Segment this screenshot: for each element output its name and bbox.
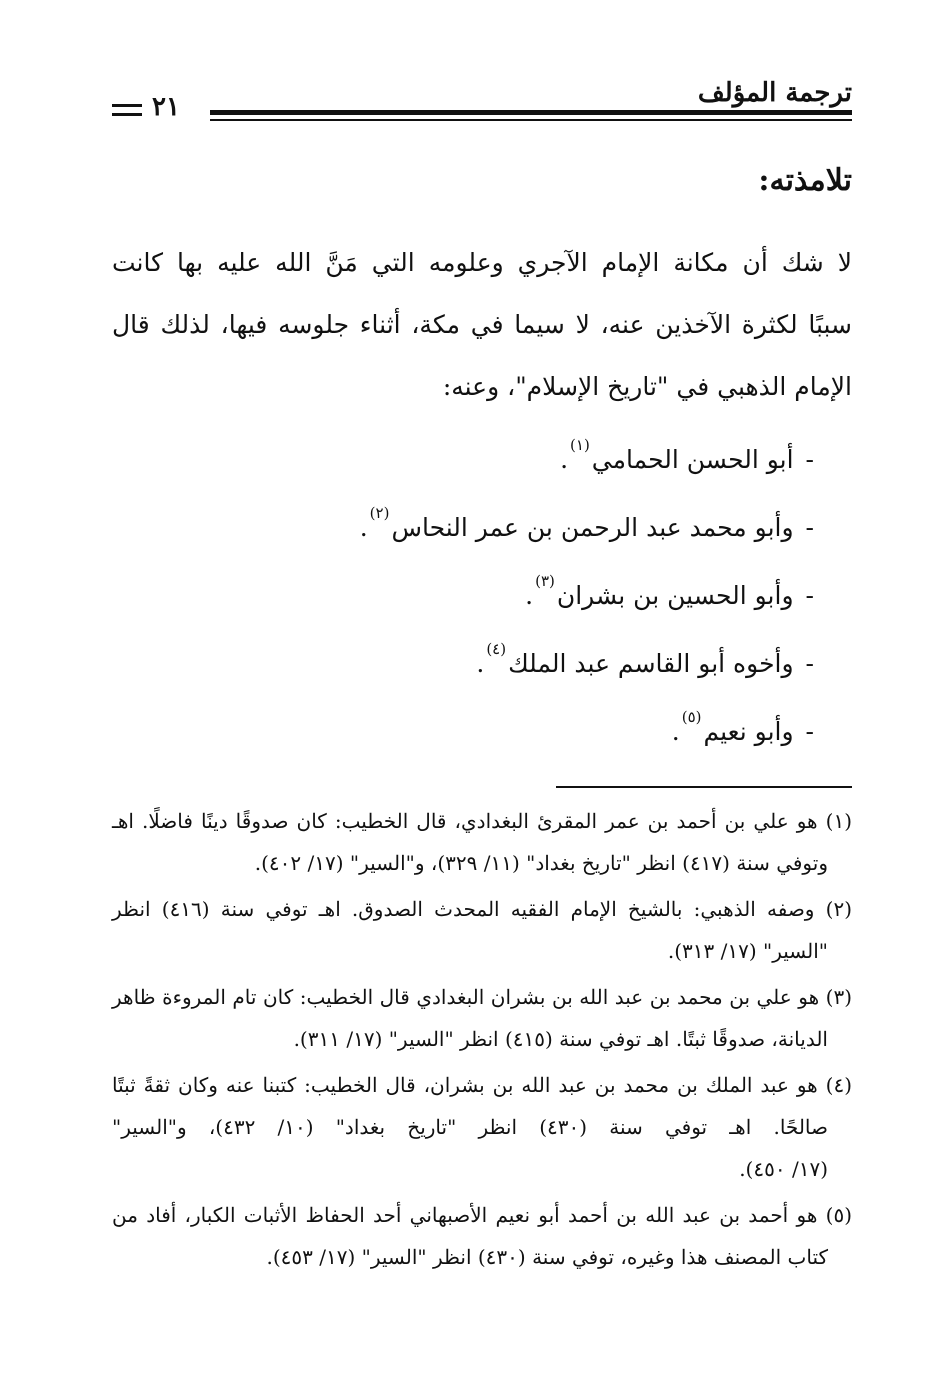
header-rule-thin [210, 119, 852, 121]
footnote-line: وتوفي سنة (٤١٧) انظر "تاريخ بغداد" (١١/ ٣٢٩)، و"السير" (١٧/ ٤٠٢). [254, 851, 828, 875]
student-name: أبو الحسن الحمامي [591, 445, 794, 474]
footnote-ref: (٤) [486, 640, 507, 658]
footnote-line: صالحًا. اهـ توفي سنة (٤٣٠) انظر "تاريخ بغداد" (١٠/ ٤٣٢)، و"السير" [112, 1115, 828, 1139]
footnote-ref: (٢) [369, 504, 390, 522]
list-item [360, 556, 814, 624]
footnote-line: (٥) هو أحمد بن عبد الله بن أحمد أبو نعيم الأصبهاني أحد الحفاظ الأثبات الكبار، أفاد من [112, 1203, 852, 1227]
footnote-line: "السير" (١٧/ ٣١٣). [667, 939, 828, 963]
list-item [360, 488, 814, 556]
footnote-line: (١) هو علي بن أحمد بن عمر المقرئ البغدادي، قال الخطيب: كان صدوقًا دينًا فاضلًا. اهـ [112, 809, 853, 833]
body-line: الإمام الذهبي في "تاريخ الإسلام"، وعنه: [442, 372, 852, 401]
page-number-ornament [112, 104, 142, 116]
footnote-5 [112, 1194, 852, 1278]
footnote-2 [112, 888, 852, 972]
footnote-4 [112, 1064, 852, 1190]
footnote-3 [112, 976, 852, 1060]
list-end-dot: . [560, 445, 569, 474]
list-end-dot: . [671, 717, 680, 746]
footnote-line: (٣) هو علي بن محمد بن عبد الله بن بشران البغدادي قال الخطيب: كان تام المروءة ظاهر [112, 985, 852, 1009]
list-dash: - [805, 581, 814, 610]
section-heading: تلامذته: [758, 163, 852, 198]
list-dash: - [805, 649, 814, 678]
body-line: سببًا لكثرة الآخذين عنه، لا سيما في مكة، أثناء جلوسه فيها، لذلك قال [112, 310, 852, 339]
list-item [360, 692, 814, 760]
students-list [360, 420, 814, 760]
student-name: وأخوه أبو القاسم عبد الملك [508, 649, 794, 678]
footnote-ref: (٥) [681, 708, 702, 726]
list-end-dot: . [476, 649, 485, 678]
footnote-ref: (١) [570, 436, 590, 454]
header-rule-thick [210, 110, 852, 115]
list-dash: - [805, 445, 814, 474]
list-end-dot: . [359, 513, 368, 542]
footnote-ref: (٣) [535, 572, 555, 590]
list-item [360, 624, 814, 692]
footnote-line: (٤) هو عبد الملك بن محمد بن عبد الله بن بشران، قال الخطيب: كتبنا عنه وكان ثقةً ثبتًا [112, 1073, 852, 1097]
list-dash: - [805, 513, 814, 542]
body-line: لا شك أن مكانة الإمام الآجري وعلومه التي مَنَّ الله عليه بها كانت [112, 248, 852, 277]
body-paragraph [112, 232, 852, 418]
student-name: وأبو نعيم [703, 717, 794, 746]
footnote-line: كتاب المصنف هذا وغيره، توفي سنة (٤٣٠) انظر "السير" (١٧/ ٤٥٣). [266, 1245, 828, 1269]
list-end-dot: . [525, 581, 534, 610]
page-number: ٢١ [152, 92, 180, 122]
running-header-title: ترجمة المؤلف [697, 78, 852, 108]
student-name: وأبو الحسين بن بشران [556, 581, 794, 610]
list-item [360, 420, 814, 488]
footnote-line: (١٧/ ٤٥٠). [739, 1157, 828, 1181]
footnote-line: (٢) وصفه الذهبي: بالشيخ الإمام الفقيه المحدث الصدوق. اهـ توفي سنة (٤١٦) انظر [112, 897, 852, 921]
list-dash: - [805, 717, 814, 746]
footnotes [112, 800, 852, 1282]
student-name: وأبو محمد عبد الرحمن بن عمر النحاس [391, 513, 794, 542]
footnote-1 [112, 800, 852, 884]
footnote-line: الديانة، صدوقًا ثبتًا. اهـ توفي سنة (٤١٥) انظر "السير" (١٧/ ٣١١). [293, 1027, 828, 1051]
footnote-separator [556, 786, 852, 788]
